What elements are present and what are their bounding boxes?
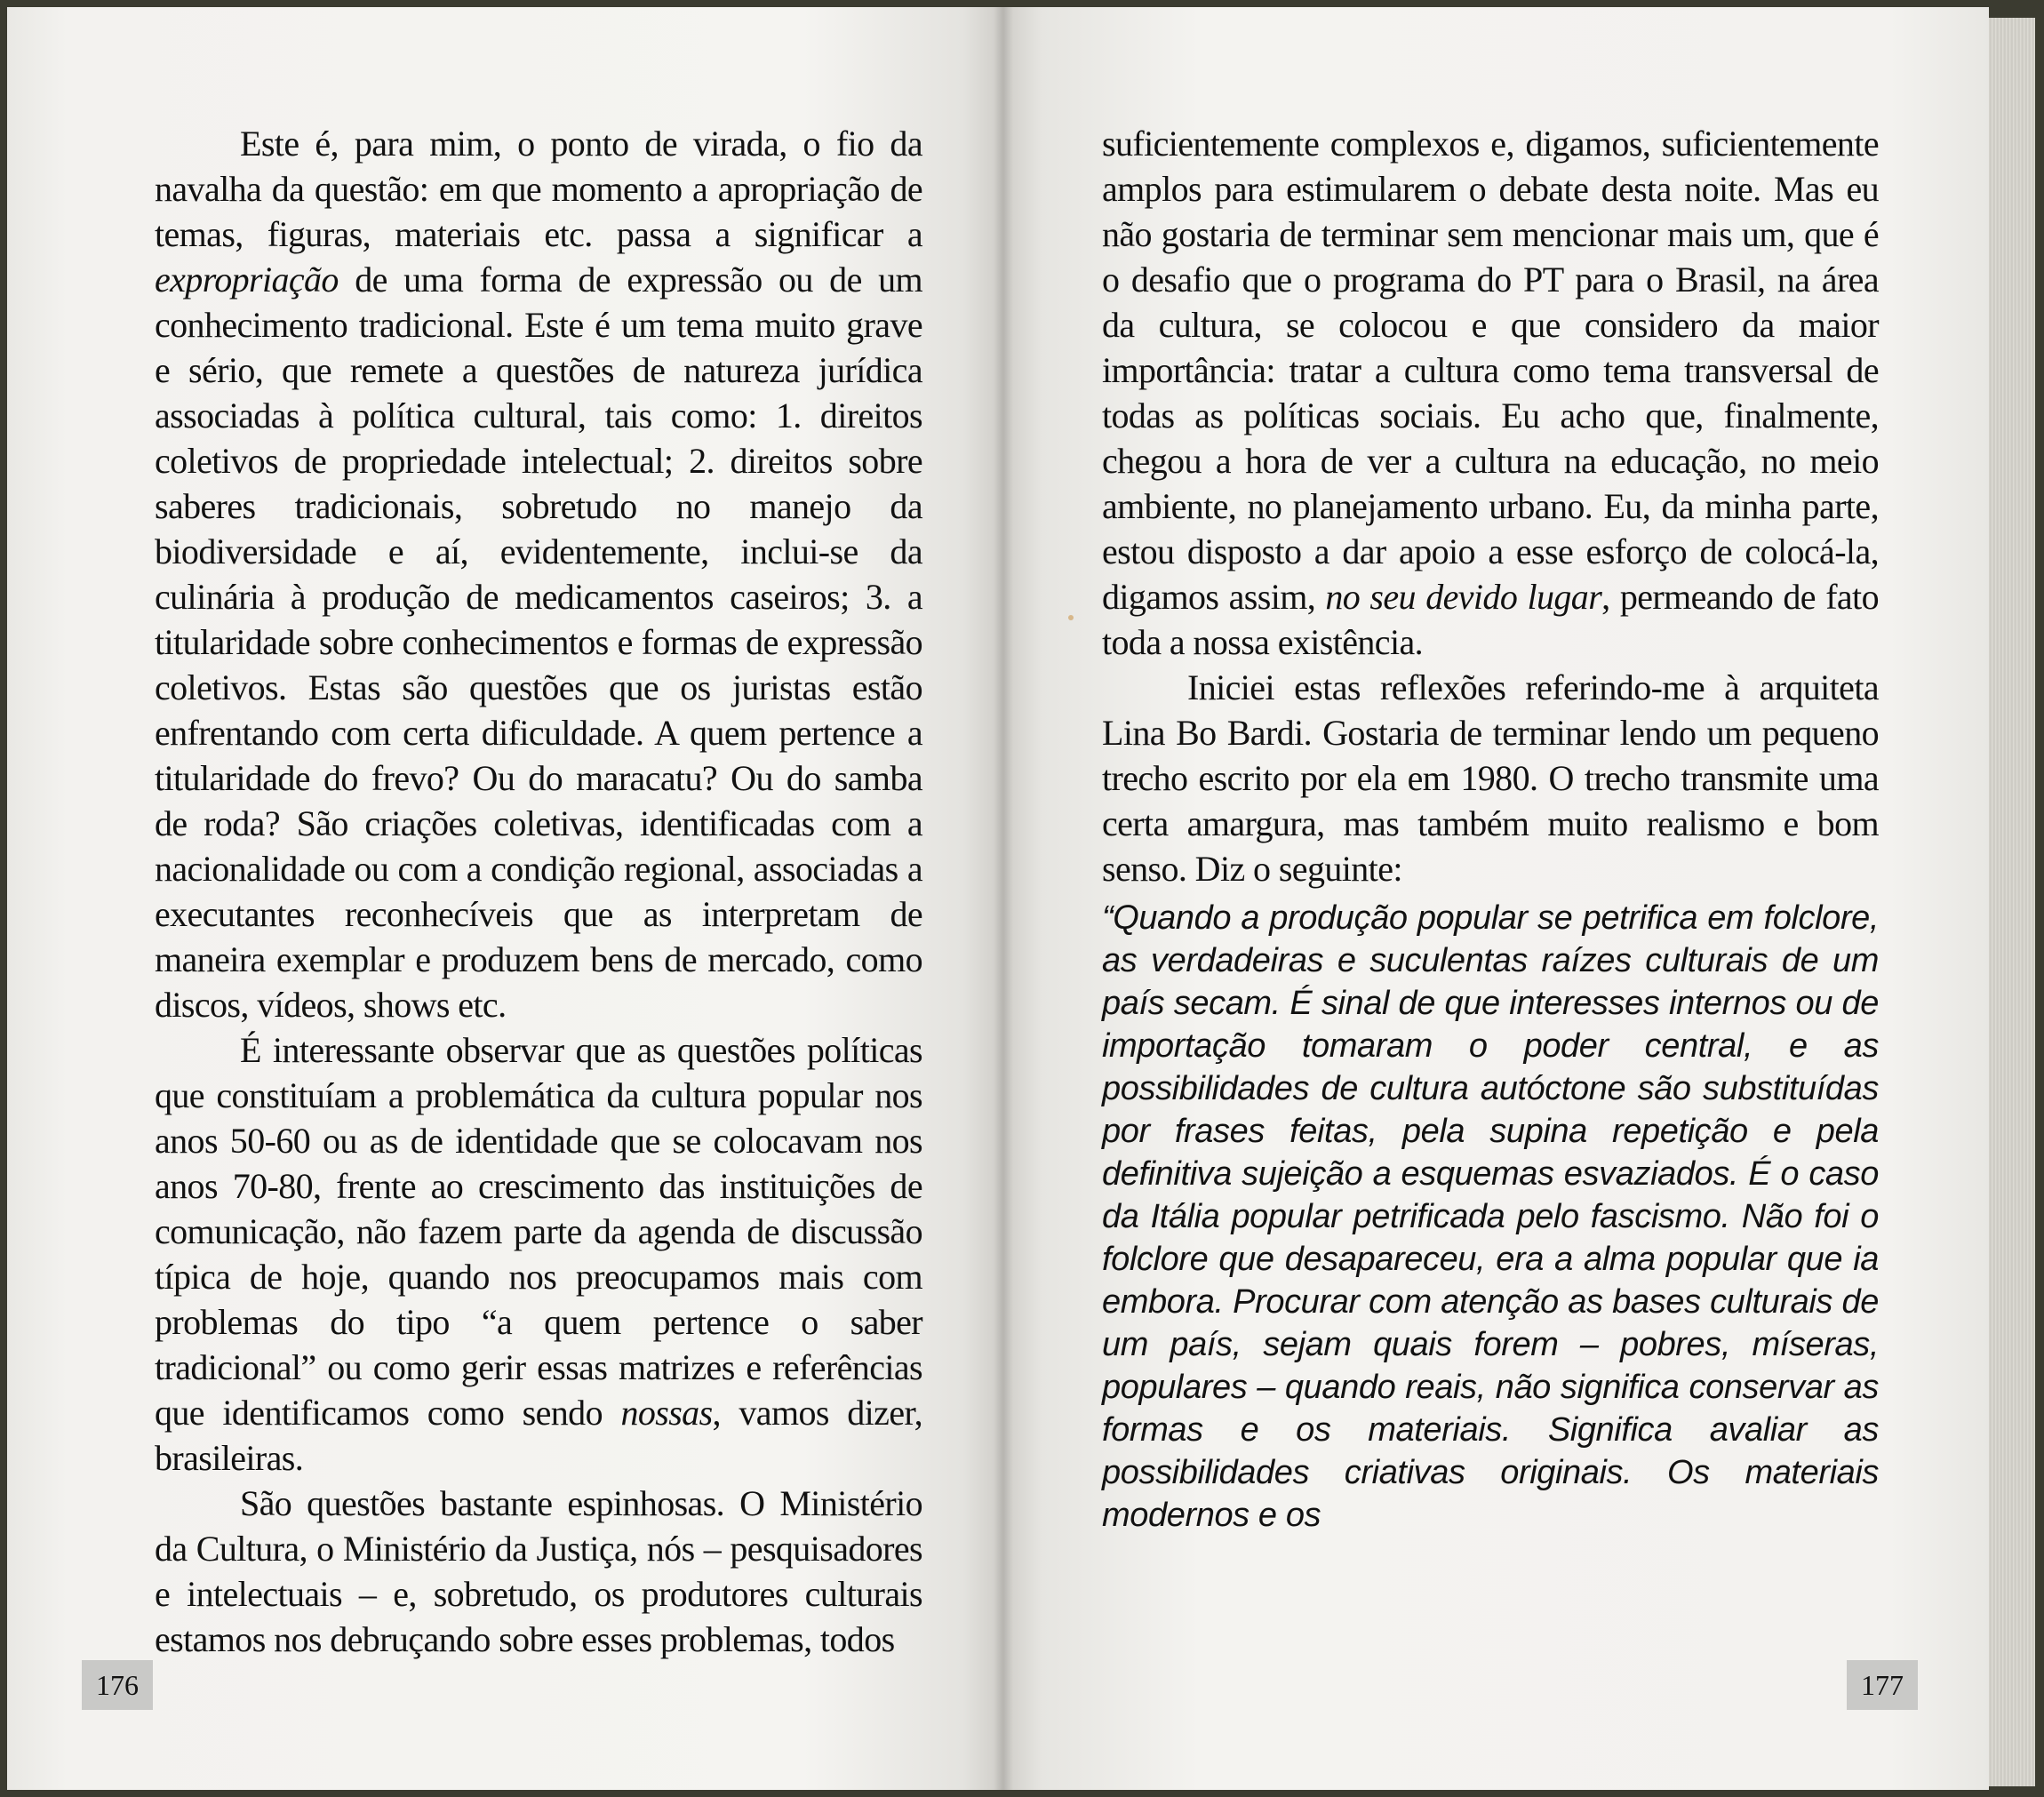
block-quote: “Quando a produção popular se petrifica em folclore, as verdadeiras e suculentas raízes culturais de um país secam. É sinal de que interesses internos ou de importação tomaram o poder central, e as possibilidades de cultura autóctone são substituídas por frases feitas, pela supina repetição e pela definitiva sujeição a esquemas esvaziados. É o caso da Itália popular petrificada pelo fascismo. Não foi o folclore que desapareceu, era a alma popular que ia embora. Procurar com atenção as bases culturais de um país, sejam quais forem – pobres, míseras, populares – quando reais, não significa conservar as formas e os materiais. Significa avaliar as possibilidades criativas originais. Os materiais modernos e os bbox=[1102, 899, 1879, 1534]
book-gutter bbox=[994, 7, 1013, 1790]
paragraph: Este é, para mim, o ponto de virada, o fio da navalha da questão: em que momento a apropriação de temas, figuras, materiais etc. passa a significar a expropriação de uma forma de expressão ou de um conhecimento tradicional. Este é um tema muito grave e sério, que remete a questões de natureza jurídica associadas à política cultural, tais como: 1. direitos coletivos de propriedade intelectual; 2. direitos sobre saberes tradicionais, sobretudo no manejo da biodiversidade e aí, evidentemente, inclui-se da culinária à produção de medicamentos caseiros; 3. a titularidade sobre conhecimentos e formas de expressão coletivos. Estas são questões que os juristas estão enfrentando com certa dificuldade. A quem pertence a titularidade do frevo? Ou do maracatu? Ou do samba de roda? São criações coletivas, identificadas com a nacionalidade ou com a condição regional, associadas a executantes reconhecíveis que as interpretam de maneira exemplar e produzem bens de mercado, como discos, vídeos, shows etc. bbox=[155, 124, 922, 1025]
paragraph: Iniciei estas reflexões referindo-me à arquiteta Lina Bo Bardi. Gostaria de terminar lendo um pequeno trecho escrito por ela em 1980. O trecho transmite uma certa amargura, mas também muito realismo e bom senso. Diz o seguinte: bbox=[1102, 667, 1879, 889]
emphasis: no seu devido lugar bbox=[1325, 577, 1602, 617]
page-number: 177 bbox=[1847, 1660, 1918, 1710]
page-edges bbox=[1989, 18, 2035, 1786]
right-page-text bbox=[1102, 121, 1879, 1537]
left-page bbox=[7, 7, 1002, 1790]
ink-spot bbox=[1068, 615, 1074, 620]
paragraph: É interessante observar que as questões políticas que constituíam a problemática da cultura popular nos anos 50-60 ou as de identidade que se colocavam nos anos 70-80, frente ao crescimento das instituições de comunicação, não fazem parte da agenda de discussão típica de hoje, quando nos preocupamos mais com problemas do tipo “a quem pertence o saber tradicional” ou como gerir essas matrizes e referências que identificamos como sendo nossas, vamos dizer, brasileiras. bbox=[155, 1030, 923, 1478]
page-number: 176 bbox=[82, 1660, 153, 1710]
paragraph: São questões bastante espinhosas. O Ministério da Cultura, o Ministério da Justiça, nós – pesquisadores e intelectuais – e, sobretudo, os produtores culturais estamos nos debruçando sobre esses problemas, todos bbox=[155, 1483, 922, 1659]
right-page bbox=[1002, 7, 1989, 1790]
emphasis: expropriação bbox=[155, 260, 339, 300]
left-page-text bbox=[155, 121, 922, 1662]
paragraph: suficientemente complexos e, digamos, suficientemente amplos para estimularem o debate desta noite. Mas eu não gostaria de terminar sem mencionar mais um, que é o desafio que o programa do PT para o Brasil, na área da cultura, se colocou e que considero da maior importância: tratar a cultura como tema transversal de todas as políticas sociais. Eu acho que, finalmente, chegou a hora de ver a cultura na educação, no meio ambiente, no planejamento urbano. Eu, da minha parte, estou disposto a dar apoio a esse esforço de colocá-la, digamos assim, no seu devido lugar, permeando de fato toda a nossa existência. bbox=[1102, 124, 1879, 662]
emphasis: nossas bbox=[620, 1393, 713, 1433]
